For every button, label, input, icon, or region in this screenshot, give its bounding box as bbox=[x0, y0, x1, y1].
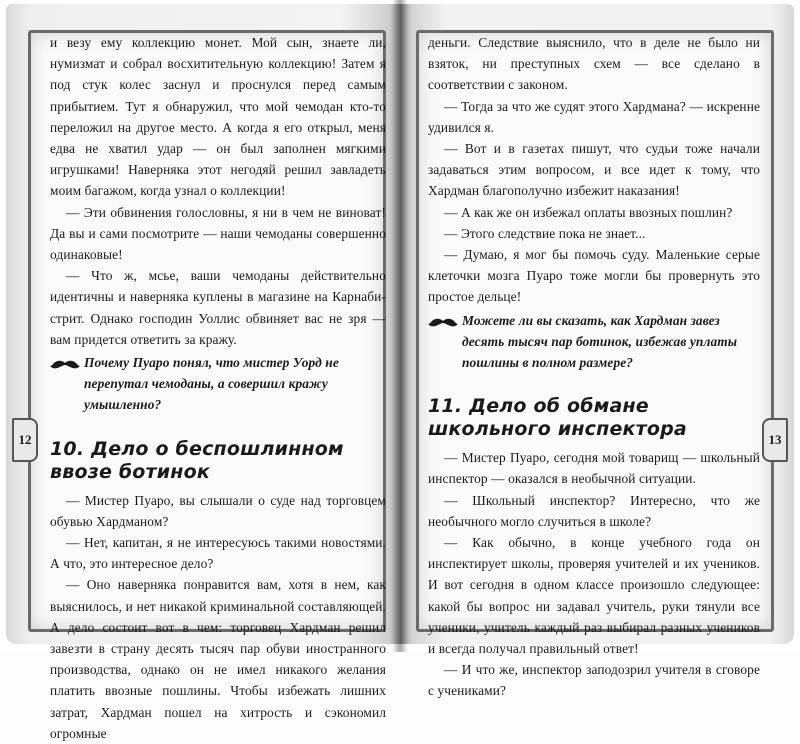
left-question-text: Почему Пуаро понял, что мистер Уорд не перепутал чемоданы, а совершил кражу умышленно? bbox=[84, 355, 339, 413]
left-bottom-paragraph-2: — Нет, капитан, я не интересуюсь такими новостями. А что, это интересное дело? bbox=[50, 535, 386, 572]
left-question bbox=[50, 352, 386, 416]
book-spine bbox=[392, 0, 408, 652]
page-number-left: 12 bbox=[12, 418, 38, 462]
left-chapter-title: 10. Дело о беспошлинном ввозе ботинок bbox=[50, 437, 344, 483]
right-paragraph-2: — Тогда за что же судят этого Хардмана? — искренне удивился я. bbox=[428, 98, 760, 135]
left-paragraph-2: — Эти обвинения голословны, я ни в чем не виноват! Да вы и сами посмотрите — наши чемоданы совершенно одинаковые! bbox=[50, 204, 386, 263]
right-paragraph-4: — А как же он избежал оплаты ввозных пошлин? bbox=[444, 204, 733, 220]
right-paragraph-3: — Вот и в газетах пишут, что судьи тоже начали задаваться этим вопросом, и все идет к тому, что Хардман благополучно избежит наказания! bbox=[428, 141, 760, 199]
left-paragraph-3: — Что ж, мсье, ваши чемоданы действительно идентичны и наверняка куплены в магазине на Карнаби-стрит. Однако господин Уоллис обвиняет вас не зря — вам придется ответить за кражу. bbox=[50, 268, 386, 347]
right-paragraph-6: — Думаю, я мог бы помочь суду. Маленькие серые клеточки мозга Пуаро тоже могли бы провернуть это простое дельце! bbox=[428, 247, 760, 305]
left-bottom-paragraph-3: — Оно наверняка понравится вам, хотя в нем, как выяснилось, и нет никакой криминальной составляющей. А дело состоит вот в чем: торговец Хардман решил завезти в страну десять тысяч пар обуви иностранного производства, однако он не имел никакого желания платить ввозные пошлины. Чтобы избежать лишних затрат, Хардман пошел на хитрость и сэкономил огромные bbox=[50, 577, 386, 741]
right-bottom-paragraph-2: — Школьный инспектор? Интересно, что же необычного могло случиться в школе? bbox=[428, 492, 760, 529]
left-page-text bbox=[50, 32, 386, 744]
right-paragraph-1: деньги. Следствие выяснило, что в деле не было ни взяток, ни преступных схем — все сделано в соответствии с законом. bbox=[428, 35, 760, 93]
right-bottom-paragraph-1: — Мистер Пуаро, сегодня мой товарищ — школьный инспектор — оказался в необычной ситуации. bbox=[428, 450, 760, 487]
right-page-text bbox=[428, 32, 760, 702]
right-bottom-paragraph-3: — Как обычно, в конце учебного года он инспектирует школы, проверяя учителей и их учеников. И вот сегодня в одном классе произошло следующее: какой бы вопрос ни задавал учитель, руки тянули все ученики, учитель каждый раз выбирал разных учеников и всегда получал правильный ответ! bbox=[428, 535, 760, 657]
left-bottom-paragraph-1: — Мистер Пуаро, вы слышали о суде над торговцем обувью Хардманом? bbox=[50, 492, 386, 529]
mustache-icon bbox=[428, 314, 458, 335]
page-number-right: 13 bbox=[762, 418, 788, 462]
right-question bbox=[428, 310, 760, 374]
right-question-text: Можете ли вы сказать, как Хардман завез десять тысяч пар ботинок, избежав уплаты пошлины в полном размере? bbox=[462, 312, 738, 371]
right-paragraph-5: — Этого следствие пока не знает... bbox=[444, 225, 646, 241]
right-bottom-paragraph-4: — И что же, инспектор заподозрил учителя в сговоре с учениками? bbox=[428, 662, 760, 699]
right-chapter-title: 11. Дело об обмане школьного инспектора bbox=[428, 395, 687, 441]
mustache-icon bbox=[50, 356, 80, 377]
left-paragraph-1: и везу ему коллекцию монет. Мой сын, знаете ли, нумизмат и собрал восхитительную коллекцию! Затем я под стук колес заснул и проснулся перед самым прибытием. Тут я обнаружил, что мой чемодан кто-то переложил на другое место. А когда я его открыл, меня едва не хватил удар — он был заполнен мягкими игрушками! Наверняка этот негодяй решил завладеть моим багажом, когда узнал о коллекции! bbox=[50, 35, 386, 199]
